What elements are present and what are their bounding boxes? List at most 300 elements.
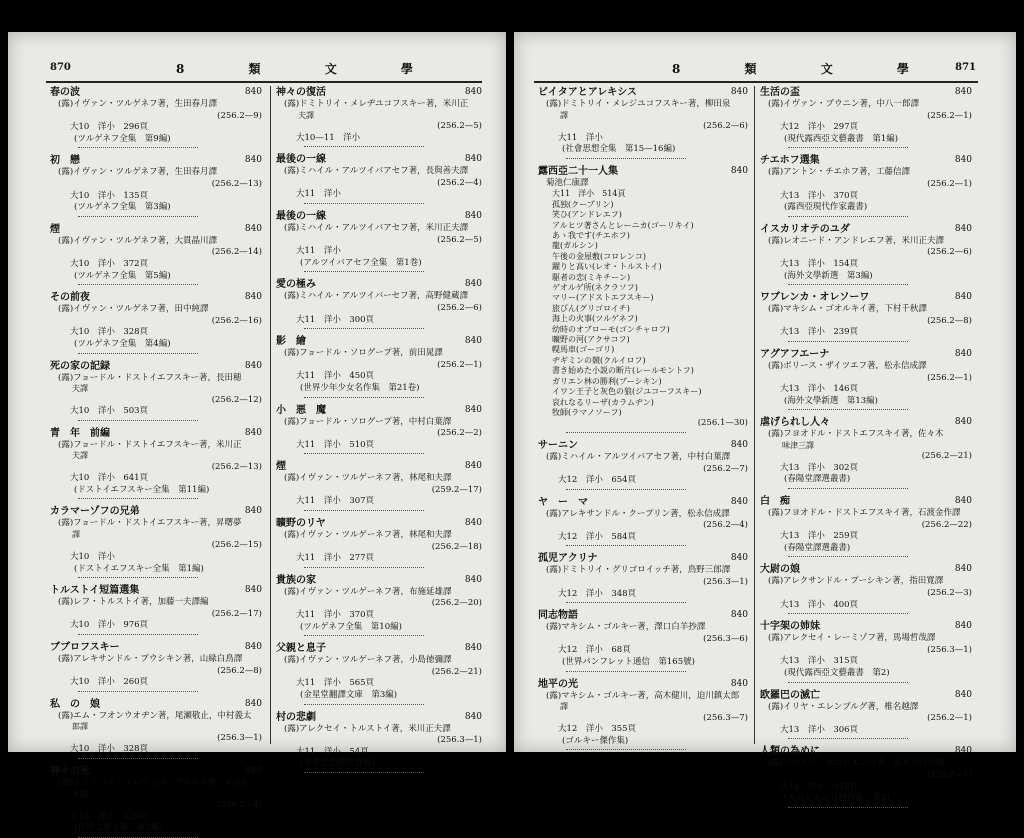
entry-separator [78,634,198,635]
entry-class-number: 840 [244,698,262,709]
catalog-entry [276,642,482,704]
entry-separator [78,284,198,285]
entry-detail-line: ヂギミンの競(クルイロフ) [552,355,646,365]
entry-detail-line: (露)イヴァン・ツルゲネフ著，田中純譯 [58,304,209,315]
entry-class-number: 840 [244,766,262,776]
entry-detail-line: (露)アレクセイ・トルストイ著，米川正夫譯 [284,723,451,734]
entry-separator [788,682,908,683]
entry-title-row [760,563,972,576]
entry-separator [566,602,686,603]
entry-call-number: (256.2—8) [217,665,262,676]
entry-detail-line: (露)ワシリー・エロシエンコ著，東京刊行社編 [768,758,945,769]
entry-detail-line: 牧師(ラマノソーフ) [552,407,622,417]
entry-title-row [538,678,748,691]
entry-title-row [50,641,262,654]
entry-separator [78,216,198,217]
entry-class-number: 840 [464,336,482,347]
entry-series: (アルツイバアセフ全集 第1巻) [300,257,422,268]
entry-title-row [276,574,482,587]
entry-title-row [276,711,482,724]
entry-detail-line: (露)アレキサンドル・クープリン著，松永信成譯 [546,508,730,519]
entry-series: (世界パンフレット通信 第165號) [562,657,695,668]
entry-detail-line: (露)レフ・トルストイ著，加藤一夫譯編 [58,597,209,608]
catalog-entry [538,678,748,751]
entry-separator [566,432,686,433]
entry-detail-line: (露)フョードル・ソログープ著，中村白葉譯 [284,416,452,427]
entry-class-number: 840 [954,496,972,507]
catalog-entry [50,154,262,216]
entry-format: 大10 洋小 629頁 [70,811,149,822]
entry-class-number: 840 [954,87,972,97]
entry-separator [304,510,424,511]
entry-detail-line: (露)アントン・チエホフ著，工藤信譯 [768,167,910,178]
entry-call-number: (256.2—16) [211,315,262,326]
entry-format: 大10 洋小 260頁 [70,677,149,688]
entry-call-number: (256.2—4) [703,520,748,531]
entry-detail-line: (露)フョードル・ソログープ著，前田晁譯 [284,348,443,359]
entry-title: 死の家の記録 [50,360,110,372]
entry-class-number: 840 [244,642,262,653]
entry-class-number: 840 [464,154,482,165]
catalog-entry [276,335,482,397]
catalog-entry [538,496,748,547]
entry-separator [566,671,686,672]
entry-series: (現代露西亞文藝叢書 第2) [784,668,890,678]
entry-separator [304,453,424,454]
entry-call-number: (256.3—6) [703,633,748,644]
entry-series: (ゴルキー傑作集) [562,735,629,746]
entry-detail-line: 龍(ガルシン) [552,241,598,251]
entry-title: 青 年 前編 [50,427,110,439]
entry-call-number: (256.2—21) [921,451,972,462]
entry-format: 大13 洋小 400頁 [780,599,859,610]
catalog-entry [760,348,972,410]
entry-separator [788,738,908,739]
entry-title: 地平の光 [538,678,578,690]
entry-detail-line: 孤独(クープリン) [552,199,614,209]
entry-title-row [276,517,482,530]
entry-series: (世界少年少女名作集 第21卷) [300,382,420,393]
entry-series: (金星堂翻譯文庫 第3編) [300,690,398,700]
entry-class-number: 840 [464,518,482,529]
entry-detail-line: 幼時のオブローモ(ゴンチャロフ) [552,324,670,334]
entry-detail-line: 夫譯 [64,451,88,461]
entry-series: (露西亞現代作家叢書) [784,202,868,213]
right-column-2 [760,86,972,804]
entry-series: (ドストイエフスキー全集 第11編) [74,484,210,495]
entry-format: 大11 洋小 54頁 [296,746,369,757]
entry-title: 白 痴 [760,496,790,508]
entry-detail-line: (露)ミハイル・アルツイバアセフ著，中村白葉譯 [546,451,731,462]
entry-class-number: 840 [954,417,972,428]
entry-detail-line: 夫譯 [64,789,88,799]
entry-title-row [50,223,262,236]
entry-call-number: (256.2—1) [927,713,972,724]
entry-class-number: 840 [244,427,262,438]
entry-format: 大13 洋小 239頁 [780,327,859,338]
entry-class-number: 840 [244,360,262,371]
catalog-entry [50,223,262,285]
entry-separator [78,353,198,354]
entry-title: 曠野のリヤ [276,518,326,530]
entry-detail-line: ガリエン林の勝利(プーシキン) [552,376,662,386]
entry-detail-line: (露)イヴァン・ブウニン著，中八一郎譯 [768,99,920,109]
entry-detail-line: (露)レオニード・アンドレエフ著，米川正夫譯 [768,235,944,246]
catalog-entry [50,505,262,578]
entry-title-row [276,460,482,473]
entry-separator [78,691,198,692]
entry-title-row [50,360,262,373]
entry-detail-line: (露)イヴァン・ツルゲーネフ著，布施延雄譯 [284,586,452,597]
right-page-header [514,60,1016,78]
entry-detail-line: 旅びん(グリゴロイチ) [552,303,630,313]
entry-title: 最後の一線 [276,210,326,222]
entry-format: 大13 洋小 146頁 [780,384,859,395]
entry-title: イスカリオテのユダ [760,223,850,235]
entry-title-row [760,291,972,304]
entry-title-row [276,86,482,99]
entry-separator [304,328,424,329]
entry-class-number: 840 [954,292,972,303]
catalog-entry [50,86,262,148]
left-page-header [8,60,506,78]
entry-series: (海外文學新選 第3編) [784,270,873,281]
entry-class-number: 840 [730,87,748,97]
right-page-header-title: 8 類 文 學 [672,62,939,76]
entry-title: 最後の一線 [276,154,326,166]
entry-detail-line: 譯 [552,702,568,712]
entry-title-row [760,620,972,633]
catalog-entry [760,495,972,557]
entry-class-number: 840 [730,165,748,176]
entry-title: トルストイ短篇選集 [50,585,140,597]
entry-call-number: (256.2—20) [431,598,482,609]
catalog-entry [50,360,262,421]
entry-class-number: 840 [464,210,482,221]
entry-title: 人類の為めに [760,746,820,758]
entry-title: 父親と息子 [276,643,326,655]
entry-call-number: (256.2—6) [437,302,482,313]
entry-call-number: (256.2—1) [927,372,972,383]
entry-title-row [760,223,972,236]
entry-detail-line: (露)ドミトリイ・メレヂユコフスキー著，米川正 [284,99,469,109]
entry-separator [304,635,424,636]
entry-detail-line: 大11 洋小 514頁 [552,189,626,199]
entry-format: 大11 洋小 [558,132,603,143]
catalog-entry [276,153,482,204]
entry-separator [788,613,908,614]
entry-format: 大13 洋小 259頁 [780,531,859,542]
entry-detail-line: (露)イヴァン・ツルゲーネフ著，林尾和夫譯 [284,530,452,541]
entry-title-row [276,210,482,223]
left-page-number: 870 [50,62,71,73]
entry-detail-line: 譯 [64,530,80,540]
catalog-entry [538,609,748,671]
entry-separator [304,271,424,272]
entry-class-number: 840 [730,496,748,507]
entry-detail-line: (露)イヴァン・ツルゲーネフ著，林尾和夫譯 [284,473,452,484]
left-column-2 [276,86,482,769]
entry-format: 大11 洋小 565頁 [296,678,375,689]
entry-class-number: 840 [954,155,972,166]
entry-class-number: 840 [244,223,262,234]
entry-call-number: (259.2—17) [431,484,482,495]
left-column-1 [50,86,262,834]
entry-separator [788,807,908,808]
entry-title-row [50,86,262,99]
catalog-entry [50,641,262,692]
entry-detail-line: (露)イヴァン・ツルゲネフ著，生田春月譯 [58,99,218,109]
entry-series: (ドストイエフスキー全集 第1編) [74,563,204,574]
entry-detail-line: あゝ我です(チエホフ) [552,231,630,240]
entry-detail-line: 躍りと高い(レオ・トルストイ) [552,262,662,272]
entry-separator [566,489,686,490]
entry-series: (ツルゲネフ全集 第4編) [74,338,171,349]
entry-call-number: (256.2—8) [927,315,972,326]
entry-call-number: (256.2—1) [927,178,972,189]
entry-format: 大13 洋小 370頁 [780,190,859,201]
entry-title-row [760,86,972,99]
entry-format: 大12 洋小 68頁 [558,645,631,656]
catalog-entry [276,404,482,455]
catalog-entry [538,552,748,603]
entry-detail-line: (露)ミハイル・アルツイバアセフ著，長與善夫譯 [284,166,469,177]
entry-call-number: (256.2—4) [217,800,262,810]
entry-format: 大13 洋小 154頁 [780,258,859,269]
right-page [514,32,1016,804]
entry-format: 大10 洋小 328頁 [70,327,149,338]
entry-format: 大11 洋小 277頁 [296,553,375,564]
left-page-header-title: 8 類 文 學 [176,62,443,76]
entry-separator [78,758,198,759]
entry-call-number: (256.2—9) [217,110,262,121]
entry-format: 大11 洋小 300頁 [296,314,375,325]
entry-title: 大尉の娘 [760,564,800,576]
entry-format: 大13 洋小 306頁 [780,724,859,735]
entry-title: 十字架の姉妹 [760,621,820,633]
entry-detail-line: (露)ミハイル・アルツイバアセフ著，米川正夫譯 [284,222,469,233]
entry-separator [78,577,198,578]
entry-call-number: (256.2—6) [927,247,972,258]
entry-title-row [538,552,748,565]
entry-detail-line: (露)マキシム・ゴオルキイ著，下村千秋譯 [768,304,927,315]
entry-title: 春の波 [50,87,80,98]
entry-class-number: 840 [464,643,482,654]
catalog-entry [760,154,972,216]
entry-title-row [276,153,482,166]
entry-detail-line: (露)ドミトリイ・メレジュコーフスキイ著，米川正 [58,778,250,788]
entry-title-row [276,642,482,655]
right-column-divider [754,86,755,744]
entry-format: 大10 洋小 135頁 [70,190,149,201]
entry-format: 大10—11 洋小 [296,132,361,143]
entry-title: 露西亞二十一人集 [538,165,618,177]
entry-format: 大10 洋小 328頁 [70,744,149,755]
entry-format: 大12 洋小 654頁 [558,475,637,486]
entry-separator [566,158,686,159]
entry-call-number: (256.2—12) [211,394,262,405]
entry-detail-line: (露)フヨオドル・ドストエフスキイ著，石渡金作譯 [768,508,961,519]
entry-series: (ツルゲネフ全集 第5編) [74,270,171,281]
entry-format: 大13 洋小 319頁 [780,781,859,792]
entry-title-row [538,439,748,452]
entry-format: 大13 洋小 315頁 [780,656,859,667]
entry-detail-line: (露)イヴァン・ツルゲーネフ著，小島徳彌譯 [284,655,452,666]
entry-detail-line: 味津三譯 [774,440,814,450]
entry-separator [304,203,424,204]
entry-detail-line: (露)ドミトリイ・グリゴロイッチ著，鳥野三郎譯 [546,565,731,576]
entry-format: 大11 洋小 450頁 [296,371,375,382]
catalog-entry [538,165,748,433]
entry-detail-line: 夫譯 [64,384,88,394]
entry-title-row [760,416,972,429]
entry-call-number: (256.2—1) [927,769,972,780]
entry-separator [304,397,424,398]
entry-title: サーニン [538,439,578,451]
entry-title-row [538,86,748,99]
entry-separator [566,545,686,546]
entry-format: 大10 洋小 976頁 [70,620,149,631]
entry-call-number: (256.2—14) [211,247,262,258]
entry-detail-line: 笑ひ(アンドレエフ) [552,210,622,220]
entry-class-number: 840 [244,506,262,517]
entry-title-row [760,689,972,702]
entry-detail-line: (露)イヴァン・ツルゲネフ著，大貫晶川譯 [58,235,218,246]
catalog-entry [760,416,972,489]
entry-separator [788,216,908,217]
entry-detail-line: 郎譯 [64,722,88,732]
catalog-entry [276,574,482,636]
entry-separator [788,488,908,489]
entry-title-row [760,745,972,758]
entry-title: 虐げられし人々 [760,417,830,429]
entry-class-number: 840 [954,621,972,632]
entry-class-number: 840 [464,279,482,290]
entry-format: 大10 洋小 503頁 [70,406,149,417]
entry-title: 影 繪 [276,336,306,348]
entry-detail-line: イワン王子と灰色の狼(ジユコーフスキー) [552,387,702,397]
entry-title: ビイタアとアレキシス [538,87,637,98]
catalog-entry [50,427,262,500]
entry-format: 大11 洋小 [296,246,341,257]
catalog-entry [760,745,972,807]
entry-detail-line: (露)フョードル・ドストイエフスキー著，長田穂 [58,372,242,383]
catalog-entry [760,689,972,740]
entry-detail-line: (露)イリヤ・エレンブルグ著，椎名越譯 [768,701,919,712]
entry-detail-line: (露)ボリース・ザイツエフ著，松永信成譯 [768,360,927,371]
entry-class-number: 840 [244,155,262,166]
entry-title-row [50,765,262,778]
entry-call-number: (256.2—21) [431,666,482,677]
entry-call-number: (256.2—13) [211,178,262,189]
entry-detail-line: 譯 [552,110,568,120]
catalog-entry [50,698,262,759]
entry-call-number: (256.2—13) [211,461,262,472]
catalog-entry [276,278,482,329]
entry-separator [788,284,908,285]
catalog-entry [760,86,972,148]
entry-class-number: 840 [464,87,482,97]
entry-title: ヤ ー マ [538,496,588,508]
entry-detail-line: (露)アレクサンドル・プーシキン著，指田寛譯 [768,576,944,587]
entry-format: 大11 洋小 [296,189,341,200]
entry-format: 大10 洋小 641頁 [70,473,149,484]
entry-separator [566,749,686,750]
entry-detail-line: (露)ドミトリイ・メレジユコフスキー著，柳田泉 [546,99,731,109]
entry-separator [788,556,908,557]
catalog-entry [276,210,482,272]
entry-separator [788,341,908,342]
entry-title: ワブレンカ・オレソーワ [760,292,870,304]
entry-series: (ツルゲネフ全集 第3編) [74,202,171,213]
entry-format: 大13 洋小 302頁 [780,462,859,473]
entry-detail-line: (露)フヨオドル・ドストエフスキイ著，佐々木 [768,429,944,440]
entry-call-number: (256.2—5) [437,121,482,131]
entry-detail-line: マリー(アドストエフスキー) [552,293,654,303]
catalog-entry [760,223,972,285]
entry-series: (現代露西亞文藝叢書 第1編) [784,133,899,144]
entry-call-number: (256.2—1) [927,110,972,121]
entry-separator [304,567,424,568]
entry-title: その前夜 [50,292,90,304]
entry-series: (エロシエンコ創作集 第3) [784,793,890,804]
entry-title-row [276,335,482,348]
entry-title-row [760,154,972,167]
entry-class-number: 840 [464,574,482,585]
entry-title-row [538,165,748,178]
entry-title-row [50,584,262,597]
left-page [8,32,506,834]
entry-separator [78,420,198,421]
entry-detail-line: 夫譯 [290,110,314,120]
entry-format: 大10 洋小 [70,552,115,563]
entry-class-number: 840 [954,348,972,359]
entry-title: 煙 [276,461,286,473]
entry-class-number: 840 [244,87,262,97]
entry-title: 孤児アクリナ [538,553,598,565]
entry-class-number: 840 [244,585,262,596]
entry-format: 大12 洋小 297頁 [780,122,859,133]
entry-separator [304,704,424,705]
entry-call-number: (256.2—22) [921,519,972,530]
entry-title: 愛の極み [276,279,316,291]
entry-class-number: 840 [954,689,972,700]
entry-call-number: (256.3—1) [927,644,972,655]
entry-separator [788,147,908,148]
entry-detail-line: (露)イヴァン・ツルゲネフ著，生田春月譯 [58,167,218,178]
entry-title: チエホフ選集 [760,155,820,167]
entry-class-number: 840 [954,746,972,757]
entry-call-number: (256.2—5) [437,234,482,245]
entry-series: (社會思想全集 第15—16編) [562,144,676,155]
entry-series: (海外文學新選 第13編) [784,395,878,406]
entry-call-number: (256.2—15) [211,540,262,551]
entry-detail-line: (露)アレキサンドル・プウシキン著，山緑白鳥譯 [58,654,243,665]
entry-title: ブブロフスキー [50,642,120,654]
catalog-entry [538,86,748,159]
entry-class-number: 840 [954,564,972,575]
entry-title: 小 悪 魔 [276,404,326,416]
entry-title: 生活の盃 [760,87,800,98]
entry-call-number: (256.3—1) [437,735,482,746]
entry-separator [304,772,424,773]
catalog-entry [276,86,482,147]
entry-detail-line: 海上の火事(ツルゲネフ) [552,314,638,324]
entry-class-number: 840 [730,610,748,621]
entry-format: 大12 洋小 584頁 [558,531,637,542]
entry-title: 村の悲劇 [276,711,316,723]
entry-class-number: 840 [730,439,748,450]
